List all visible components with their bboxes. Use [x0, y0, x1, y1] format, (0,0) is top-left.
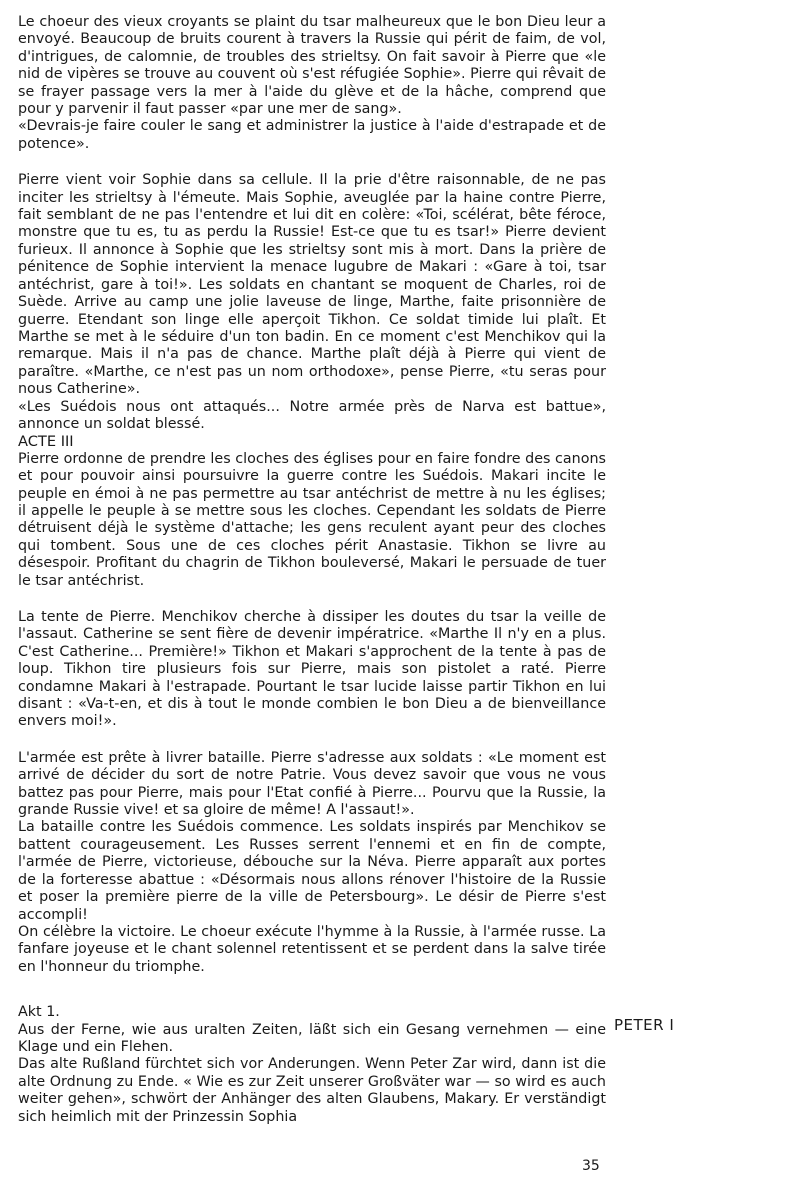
german-paragraph-1: Aus der Ferne, wie aus uralten Zeiten, läßt sich ein Gesang vernehmen — eine Klage und ein Flehen.: [18, 1021, 606, 1055]
french-paragraph-4: «Les Suédois nous ont attaqués... Notre armée près de Narva est battue», annonce un soldat blessé.: [18, 398, 606, 432]
french-paragraph-6: La tente de Pierre. Menchikov cherche à dissiper les doutes du tsar la veille de l'assaut. Catherine se sent fière de devenir impératrice. «Marthe Il n'y en a plus. C'est Catherine... Première!» Tikhon et Makari s'approchent de la tente à pas de loup. Tikhon tire plusieurs fois sur Pierre, mais son pistolet a raté. Pierre condamne Makari à l'estrapade. Pourtant le tsar lucide laisse partir Tikhon en lui disant : «Va-t-en, et dis à tout le monde combien le bon Dieu a de bienveillance envers moi!».: [18, 609, 606, 730]
side-title: PETER I: [614, 1016, 675, 1034]
paragraph-gap: [18, 731, 606, 750]
main-text-column: [18, 14, 606, 1126]
french-paragraph-7: L'armée est prête à livrer bataille. Pierre s'adresse aux soldats : «Le moment est arrivé de décider du sort de notre Patrie. Vous devez savoir que vous ne vous battez pas pour Pierre, mais pour l'Etat confié à Pierre... Pourvu que la Russie, la grande Russie vive! et sa gloire de même! A l'assaut!».: [18, 749, 606, 819]
paragraph-gap: [18, 590, 606, 609]
french-paragraph-2: «Devrais-je faire couler le sang et administrer la justice à l'aide d'estrapade et de potence».: [18, 118, 606, 152]
page-number: 35: [582, 1158, 600, 1174]
paragraph-gap: [18, 976, 606, 995]
akt-1-heading: Akt 1.: [18, 1004, 60, 1021]
french-paragraph-5: Pierre ordonne de prendre les cloches des églises pour en faire fondre des canons et pour pouvoir ainsi poursuivre la guerre contre les Suédois. Makari incite le peuple en émoi à ne pas permettre au tsar antéchrist de mettre à nu les églises; il appelle le peuple à se mettre sous les cloches. Cependant les soldats de Pierre détruisent déjà le système d'attache; les gens reculent ayant peur des cloches qui tombent. Sous une de ces cloches périt Anastasie. Tikhon se livre au désespoir. Profitant du chagrin de Tikhon bouleversé, Makari le persuade de tuer le tsar antéchrist.: [18, 450, 606, 589]
french-paragraph-9: On célèbre la victoire. Le choeur exécute l'hymme à la Russie, à l'armée russe. La fanfare joyeuse et le chant solennel retentissent et se perdent dans la salve tirée en l'honneur du triomphe.: [18, 923, 606, 975]
paragraph-gap: [18, 153, 606, 172]
german-paragraph-2: Das alte Rußland fürchtet sich vor Anderungen. Wenn Peter Zar wird, dann ist die alte Ordnung zu Ende. « Wie es zur Zeit unserer Großväter war — so wird es auch weiter gehen», schwört der Anhänger des alten Glaubens, Makary. Er verständigt sich heimlich mit der Prinzessin Sophia: [18, 1056, 606, 1125]
french-paragraph-3: Pierre vient voir Sophie dans sa cellule. Il la prie d'être raisonnable, de ne pas inciter les strieltsy à l'émeute. Mais Sophie, aveuglée par la haine contre Pierre, fait semblant de ne pas l'entendre et lui dit en colère: «Toi, scélérat, bête féroce, monstre que tu es, tu as perdu la Russie! Est-ce que tu es tsar!» Pierre devient furieux. Il annonce à Sophie que les strieltsy sont mis à mort. Dans la prière de pénitence de Sophie intervient la menace lugubre de Makari : «Gare à toi, tsar antéchrist, gare à toi!». Les soldats en chantant se moquent de Charles, roi de Suède. Arrive au camp une jolie laveuse de linge, Marthe, faite prisonnière de guerre. Etendant son linge elle aperçoit Tikhon. Ce soldat timide lui plaît. Et Marthe se met à le séduire d'un ton badin. En ce moment c'est Menchikov qui la remarque. Mais il n'a pas de chance. Marthe plaît déjà à Pierre qui vient de paraître. «Marthe, ce n'est pas un nom orthodoxe», pense Pierre, «tu seras pour nous Catherine».: [18, 172, 606, 398]
french-paragraph-1: Le choeur des vieux croyants se plaint du tsar malheureux que le bon Dieu leur a envoyé. Beaucoup de bruits courent à travers la Russie qui périt de faim, de vol, d'intrigues, de calomnie, de troubles des strieltsy. On fait savoir à Pierre que «le nid de vipères se trouve au couvent où s'est réfugiée Sophie». Pierre qui rêvait de se frayer passage vers la mer à l'aide du glève et de la hâche, comprend que pour y parvenir il faut passer «par une mer de sang».: [18, 14, 606, 118]
act-3-heading: ACTE III: [18, 433, 74, 451]
french-paragraph-8: La bataille contre les Suédois commence. Les soldats inspirés par Menchikov se battent courageusement. Les Russes serrent l'ennemi et en fin de compte, l'armée de Pierre, victorieuse, débouche sur la Néva. Pierre apparaît aux portes de la forteresse abattue : «Désormais nous allons rénover l'histoire de la Russie et poser la première pierre de la ville de Petersbourg». Le désir de Pierre s'est accompli!: [18, 819, 606, 923]
